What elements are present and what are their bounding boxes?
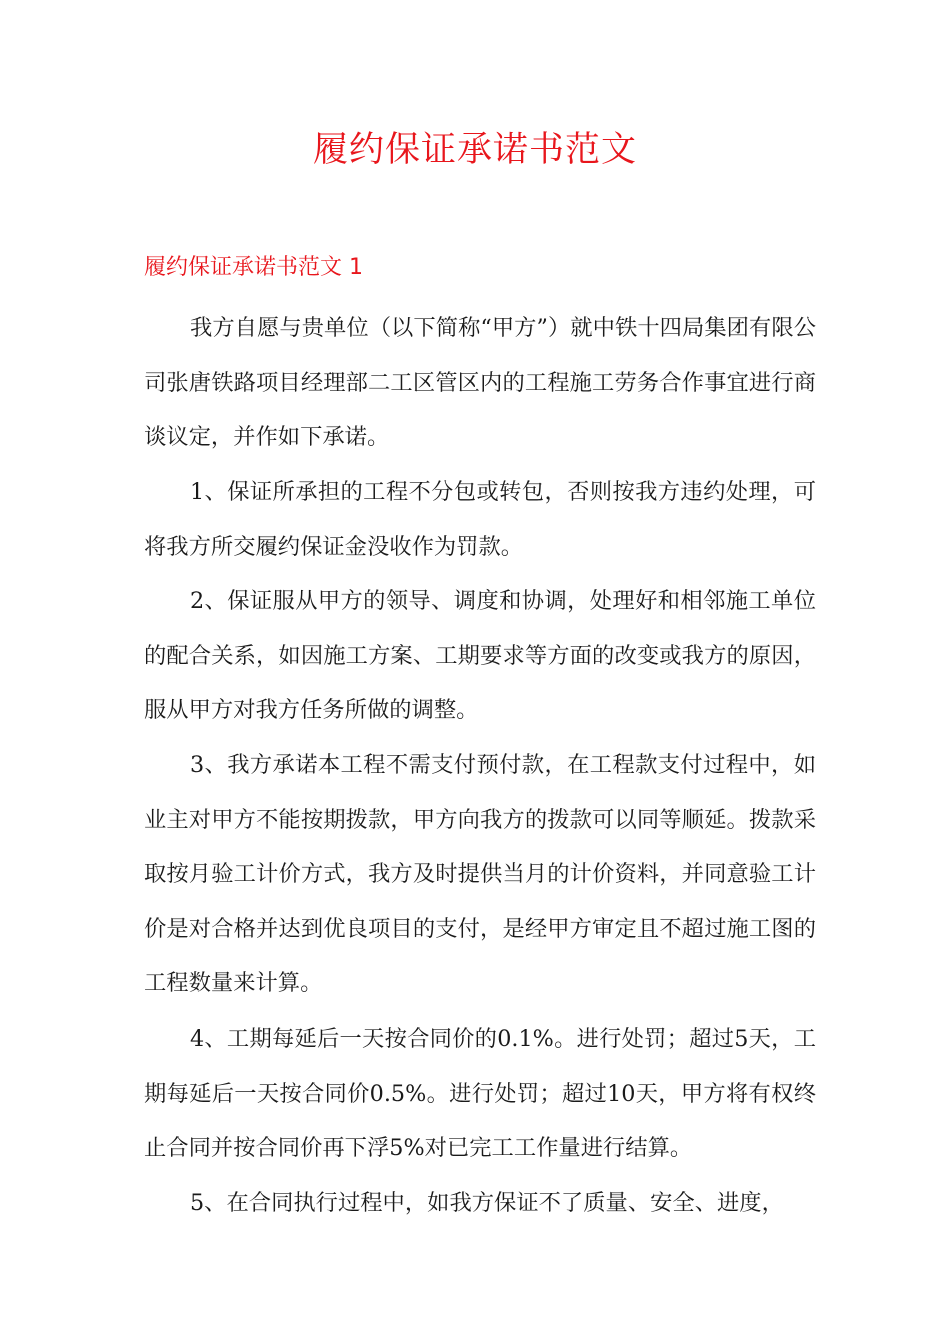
document-title: 履约保证承诺书范文 xyxy=(312,130,637,170)
paragraph-clause-4: 4、工期每延后一天按合同价的0.1%。进行处罚；超过5天，工期每延后一天按合同价0.5%。进行处罚；超过10天，甲方将有权终止合同并按合同价再下浮5%对已完工工作量进行结算。 xyxy=(144,1026,816,1162)
paragraph-clause-1: 1、保证所承担的工程不分包或转包，否则按我方违约处理，可将我方所交履约保证金没收作为罚款。 xyxy=(144,479,816,560)
section-heading: 履约保证承诺书范文 1 xyxy=(144,255,363,280)
paragraph-intro: 我方自愿与贵单位（以下简称“甲方”）就中铁十四局集团有限公司张唐铁路项目经理部二工区管区内的工程施工劳务合作事宜进行商谈议定，并作如下承诺。 xyxy=(144,315,816,451)
paragraph-clause-3: 3、我方承诺本工程不需支付预付款，在工程款支付过程中，如业主对甲方不能按期拨款，甲方向我方的拨款可以同等顺延。拨款采取按月验工计价方式，我方及时提供当月的计价资料，并同意验工计价是对合格并达到优良项目的支付，是经甲方审定且不超过施工图的工程数量来计算。 xyxy=(144,752,816,997)
paragraph-clause-5: 5、在合同执行过程中，如我方保证不了质量、安全、进度， xyxy=(190,1190,784,1216)
paragraph-clause-2: 2、保证服从甲方的领导、调度和协调，处理好和相邻施工单位的配合关系，如因施工方案、工期要求等方面的改变或我方的原因，服从甲方对我方任务所做的调整。 xyxy=(144,588,816,724)
